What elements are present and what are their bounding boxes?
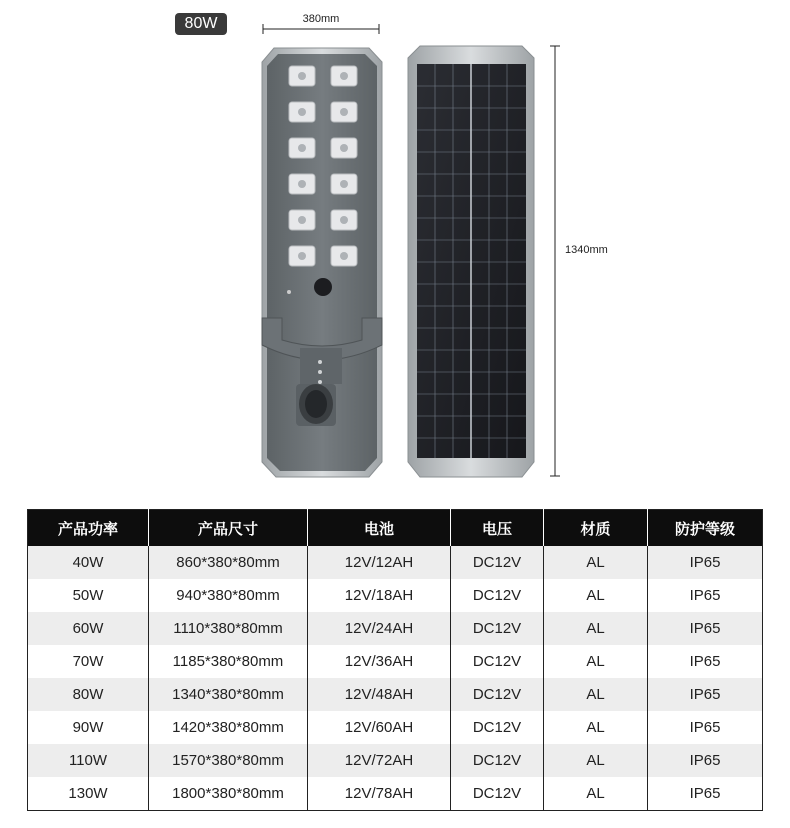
header-size: 产品尺寸 xyxy=(149,510,308,547)
cell-size: 1340*380*80mm xyxy=(149,678,308,711)
table-row xyxy=(28,744,763,777)
cell-size: 1800*380*80mm xyxy=(149,777,308,811)
cell-power: 50W xyxy=(72,587,104,604)
cell-protection: IP65 xyxy=(648,744,763,777)
table-row xyxy=(28,678,763,711)
cell-power: 130W xyxy=(68,785,108,802)
cell-battery: 12V/18AH xyxy=(308,579,451,612)
header-battery: 电池 xyxy=(308,510,451,547)
cell-size: 940*380*80mm xyxy=(149,579,308,612)
height-dimension-line xyxy=(550,46,560,476)
cell-voltage: DC12V xyxy=(451,645,544,678)
cell-battery: 12V/36AH xyxy=(308,645,451,678)
cell-size: 1570*380*80mm xyxy=(149,744,308,777)
cell-material: AL xyxy=(544,678,648,711)
solar-panel-back-view xyxy=(408,46,534,477)
cell-power: 40W xyxy=(28,546,149,579)
cell-power: 60W xyxy=(28,612,149,645)
cell-voltage: DC12V xyxy=(451,777,544,811)
width-dimension-label: 380mm xyxy=(302,13,340,25)
cell-power: 90W xyxy=(72,719,104,736)
cell-material: AL xyxy=(544,546,648,579)
cell-protection: IP65 xyxy=(648,711,763,744)
cell-material: AL xyxy=(544,777,648,811)
cell-power: 110W xyxy=(28,744,149,777)
spec-table xyxy=(27,509,763,811)
cell-size: 1420*380*80mm xyxy=(149,711,308,744)
cell-battery: 12V/78AH xyxy=(308,777,451,811)
table-row xyxy=(28,612,763,645)
cell-protection: IP65 xyxy=(648,612,763,645)
header-material: 材质 xyxy=(544,510,648,547)
cell-battery: 12V/72AH xyxy=(308,744,451,777)
cell-battery: 12V/60AH xyxy=(308,711,451,744)
table-row xyxy=(28,777,763,811)
cell-material: AL xyxy=(544,612,648,645)
power-badge: 80W xyxy=(175,13,227,35)
cell-protection: IP65 xyxy=(648,546,763,579)
cell-voltage: DC12V xyxy=(451,546,544,579)
table-row xyxy=(28,645,763,678)
table-row xyxy=(28,711,763,744)
cell-material: AL xyxy=(544,711,648,744)
table-row xyxy=(28,579,763,612)
cell-power: 80W xyxy=(28,678,149,711)
lamp-front-view xyxy=(262,48,382,477)
cell-battery: 12V/12AH xyxy=(308,546,451,579)
cell-material: AL xyxy=(544,645,648,678)
height-dimension-label: 1340mm xyxy=(565,244,608,256)
cell-voltage: DC12V xyxy=(451,678,544,711)
cell-protection: IP65 xyxy=(648,579,763,612)
cell-protection: IP65 xyxy=(648,777,763,811)
table-row xyxy=(28,546,763,579)
cell-voltage: DC12V xyxy=(451,711,544,744)
cell-material: AL xyxy=(544,744,648,777)
cell-voltage: DC12V xyxy=(451,612,544,645)
cell-size: 1185*380*80mm xyxy=(149,645,308,678)
header-voltage: 电压 xyxy=(451,510,544,547)
cell-battery: 12V/24AH xyxy=(308,612,451,645)
width-dimension-line xyxy=(263,24,379,34)
cell-size: 1110*380*80mm xyxy=(149,612,308,645)
cell-protection: IP65 xyxy=(648,645,763,678)
table-header-row xyxy=(28,510,763,547)
sensor-icon xyxy=(314,278,332,296)
cell-voltage: DC12V xyxy=(451,744,544,777)
cell-battery: 12V/48AH xyxy=(308,678,451,711)
header-protection: 防护等级 xyxy=(648,510,763,547)
cell-protection: IP65 xyxy=(648,678,763,711)
cell-power: 70W xyxy=(72,653,104,670)
cell-voltage: DC12V xyxy=(451,579,544,612)
header-power: 产品功率 xyxy=(28,510,149,547)
cell-material: AL xyxy=(544,579,648,612)
cell-size: 860*380*80mm xyxy=(149,546,308,579)
